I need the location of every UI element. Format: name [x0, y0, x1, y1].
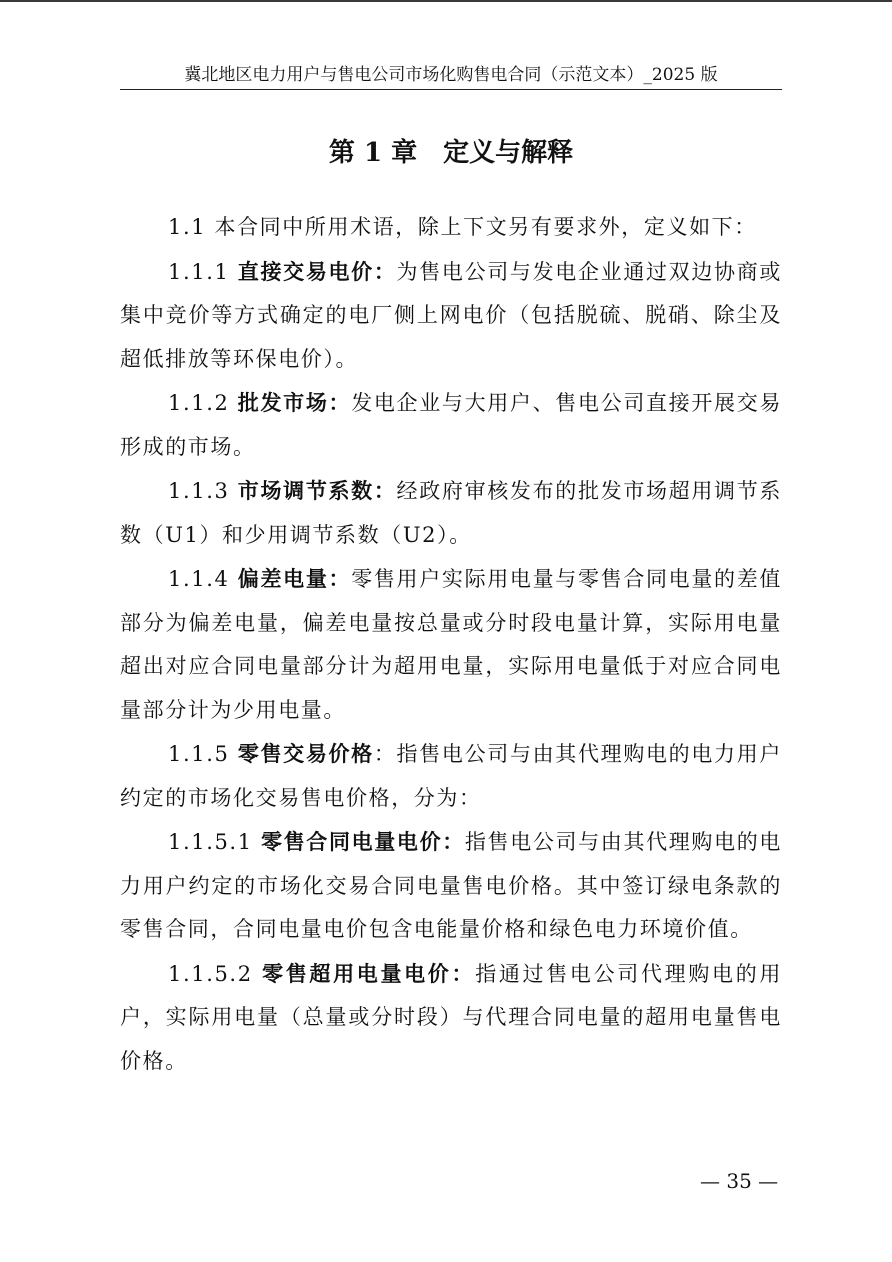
page-top-edge [0, 0, 892, 2]
clause-1-1-2 [120, 381, 782, 469]
body-text [120, 205, 782, 1083]
clause-1-1-4 [120, 557, 782, 732]
clause-1-1-3 [120, 469, 782, 557]
clause-number: 1.1.3 [168, 479, 238, 503]
clause-body: 本合同中所用术语，除上下文另有要求外，定义如下： [206, 215, 757, 239]
clause-1-1-5 [120, 732, 782, 820]
clause-term: 零售超用电量电价： [262, 960, 476, 986]
clause-body: 零售用户实际用电量与零售合同电量的差值部分为偏差电量，偏差电量按总量或分时段电量计算，实际用电量超出对应合同电量部分计为超用电量，实际用电量低于对应合同电量部分计为少用电量。 [120, 567, 782, 722]
running-header: 冀北地区电力用户与售电公司市场化购售电合同（示范文本）_2025 版 [184, 65, 718, 85]
clause-number: 1.1.5.1 [168, 830, 261, 854]
clause-body: 指售电公司与由其代理购电的电力用户约定的市场化交易合同电量售电价格。其中签订绿电条款的零售合同，合同电量电价包含电能量价格和绿色电力环境价值。 [120, 830, 782, 941]
header-rule [120, 89, 782, 90]
clause-term: 偏差电量： [237, 566, 352, 591]
clause-term: 零售交易价格 [237, 741, 374, 766]
clause-term: 零售合同电量电价： [261, 829, 465, 854]
clause-1-1-5-2 [120, 952, 782, 1084]
clause-number: 1.1.5 [168, 742, 238, 766]
clause-1-1-1 [120, 250, 782, 382]
clause-body: ：指售电公司与由其代理购电的电力用户约定的市场化交易售电价格，分为： [120, 742, 782, 810]
clause-number: 1.1.2 [168, 391, 238, 415]
clause-body: 发电企业与大用户、售电公司直接开展交易形成的市场。 [120, 391, 782, 459]
clause-number: 1.1.1 [168, 259, 238, 284]
clause-number: 1.1.5.2 [168, 961, 263, 986]
clause-body: 为售电公司与发电企业通过双边协商或集中竞价等方式确定的电厂侧上网电价（包括脱硫、脱硝、除尘及超低排放等环保电价）。 [120, 259, 782, 371]
clause-term: 市场调节系数： [237, 478, 397, 503]
chapter-title: 第 1 章 定义与解释 [328, 138, 574, 168]
clause-number: 1.1.4 [168, 567, 238, 591]
clause-term: 批发市场： [237, 390, 352, 415]
clause-body: 指通过售电公司代理购电的用户，实际用电量（总量或分时段）与代理合同电量的超用电量售电价格。 [120, 961, 782, 1073]
clause-1-1-5-1 [120, 820, 782, 952]
clause-body: 经政府审核发布的批发市场超用调节系数（U1）和少用调节系数（U2）。 [120, 479, 782, 547]
clause-term: 直接交易电价： [237, 258, 397, 284]
clause-1-1 [120, 205, 782, 250]
clause-number: 1.1 [168, 215, 207, 239]
page-number: — 35 — [700, 1169, 779, 1193]
